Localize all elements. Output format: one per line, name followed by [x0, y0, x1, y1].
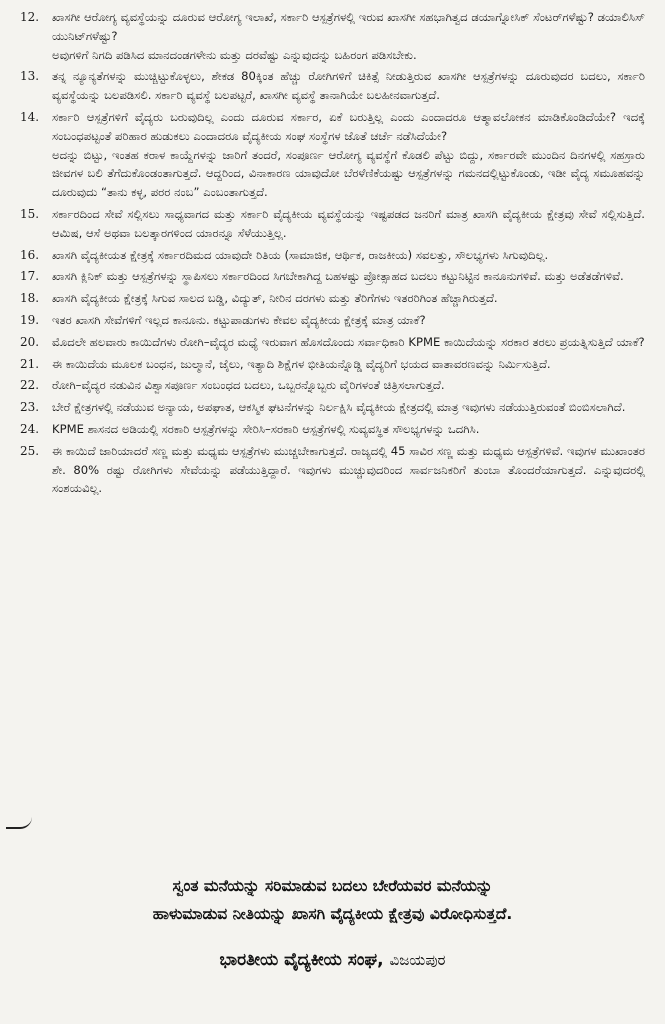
item-text: ತನ್ನ ನ್ಯೂನ್ಯತೆಗಳನ್ನು ಮುಚ್ಚಿಟ್ಟುಕೊಳ್ಳಲು, ಶೇಕಡ 80ಕ್ಕಿಂತ ಹೆಚ್ಚು ರೋಗಿಗಳಿಗೆ ಚಿಕಿತ್ಸೆ ನೀಡುತ್ತಿರುವ ಖಾಸಗೀ ಆಸ್ಪತ್ರೆಗಳನ್ನು ದೂರುವುದರ ಬದಲು, ಸರ್ಕಾರಿ ವ್ಯವಸ್ಥೆಯನ್ನು ಬಲಪಡಿಸಲಿ. ಸರ್ಕಾರಿ ವ್ಯವಸ್ಥೆ ಬಲಪಟ್ಟರೆ, ಖಾಸಗೀ ವ್ಯವಸ್ಥೆ ತಾನಾಗಿಯೇ ಬಲಹೀನವಾಗುತ್ತದೆ.: [52, 69, 645, 103]
item-number: 21.: [20, 356, 40, 371]
slogan-line-1: ಸ್ವಂತ ಮನೆಯನ್ನು ಸರಿಮಾಡುವ ಬದಲು ಬೇರೆಯವರ ಮನೆಯನ್ನು: [172, 877, 493, 895]
item-text: ಖಾಸಗಿ ಕ್ಲಿನಿಕ್ ಮತ್ತು ಆಸ್ಪತ್ರೆಗಳನ್ನು ಸ್ಥಾಪಿಸಲು ಸರ್ಕಾರದಿಂದ ಸಿಗಬೇಕಾಗಿದ್ದ ಬಹಳಷ್ಟು ಪ್ರೋತ್ಸಾಹದ ಬದಲು ಕಟ್ಟುನಿಟ್ಟಿನ ಕಾನೂನುಗಳಿವೆ. ಮತ್ತು ಅಡೆತಡೆಗಳಿವೆ.: [52, 269, 624, 284]
item-text: ಸರ್ಕಾರದಿಂದ ಸೇವೆ ಸಲ್ಲಿಸಲು ಸಾಧ್ಯವಾಗದ ಮತ್ತು ಸರ್ಕಾರಿ ವೈದ್ಯಕೀಯ ವ್ಯವಸ್ಥೆಯನ್ನು ಇಷ್ಟಪಡದ ಜನರಿಗೆ ಮಾತ್ರ ಖಾಸಗಿ ವೈದ್ಯಕೀಯ ಕ್ಷೇತ್ರವು ಸೇವೆ ಸಲ್ಲಿಸುತ್ತಿದೆ. ಆಮಿಷ, ಆಸೆ ಅಥವಾ ಬಲತ್ಕಾರಗಳಿಂದ ಯಾರನ್ನೂ ಸೆಳೆಯುತ್ತಿಲ್ಲ.: [52, 206, 645, 240]
list-item: [20, 205, 645, 243]
item-number: 19.: [20, 312, 40, 327]
city-name: ವಿಜಯಪುರ: [389, 951, 446, 969]
list-item: [20, 398, 645, 417]
item-number: 16.: [20, 247, 40, 262]
item-number: 13.: [20, 69, 40, 84]
item-number: 25.: [20, 443, 40, 458]
item-text: ರೋಗಿ–ವೈದ್ಯರ ನಡುವಿನ ವಿಶ್ವಾಸಪೂರ್ಣ ಸಂಬಂಧದ ಬದಲು, ಒಬ್ಬರನ್ನೊಬ್ಬರು ವೈರಿಗಳಂತೆ ಚಿತ್ರಿಸಲಾಗುತ್ತದೆ.: [52, 378, 445, 393]
item-number: 17.: [20, 269, 40, 284]
item-number: 12.: [20, 10, 40, 24]
margin-pen-mark: [6, 817, 32, 829]
list-item: [20, 246, 645, 265]
list-item: [20, 8, 645, 64]
list-item: [20, 333, 645, 352]
item-text: ಖಾಸಗಿ ವೈದ್ಯಕೀಯತ ಕ್ಷೇತ್ರಕ್ಕೆ ಸರ್ಕಾರದಿಮದ ಯಾವುದೇ ರಿತಿಯ (ಸಾಮಾಜಿಕ, ಆರ್ಥಿಕ, ರಾಜಕೀಯ) ಸವಲತ್ತು, ಸೌಲಭ್ಯಗಳು ಸಿಗುವುದಿಲ್ಲ.: [52, 247, 549, 262]
list-item: [20, 442, 645, 498]
item-number: 24.: [20, 421, 40, 436]
list-item: [20, 376, 645, 395]
item-text: ಇತರ ಖಾಸಗಿ ಸೇವೆಗಳಿಗೆ ಇಲ್ಲದ ಕಾನೂನು. ಕಟ್ಟುಪಾಡುಗಳು ಕೇವಲ ವೈದ್ಯಕೀಯ ಕ್ಷೇತ್ರಕ್ಕೆ ಮಾತ್ರ ಯಾಕೆ?: [52, 312, 426, 327]
slogan: [0, 872, 665, 928]
numbered-list: [20, 8, 645, 501]
item-number: 18.: [20, 291, 40, 306]
item-text: ಈ ಕಾಯಿದೆಯ ಮೂಲಕ ಬಂಧನ, ಜುಲ್ಮಾನೆ, ಜೈಲು, ಇತ್ಯಾದಿ ಶಿಕ್ಷೆಗಳ ಭೀತಿಯನ್ನೊಡ್ಡಿ ವೈದ್ಯರಿಗೆ ಭಯದ ವಾತಾವರಣವನ್ನು ನಿರ್ಮಿಸುತ್ತಿದೆ.: [52, 356, 551, 371]
list-item: [20, 289, 645, 308]
item-number: 15.: [20, 206, 40, 221]
item-text: ಖಾಸಗಿ ವೈದ್ಯಕೀಯ ಕ್ಷೇತ್ರಕ್ಕೆ ಸಿಗುವ ಸಾಲದ ಬಡ್ಡಿ, ವಿದ್ಯುತ್, ನೀರಿನ ದರಗಳು ಮತ್ತು ತೆರಿಗೆಗಳು ಇತರರಿಗಿಂತ ಹೆಚ್ಚಾಗಿರುತ್ತದೆ.: [52, 291, 498, 306]
footer: [0, 872, 665, 970]
item-number: 22.: [20, 378, 40, 393]
item-number: 23.: [20, 400, 40, 415]
item-text: ಸರ್ಕಾರಿ ಆಸ್ಪತ್ರೆಗಳಿಗೆ ವೈದ್ಯರು ಬರುವುದಿಲ್ಲ ಎಂದು ದೂರುವ ಸರ್ಕಾರ, ಏಕೆ ಬರುತ್ತಿಲ್ಲ ಎಂದು ಎಂದಾದರೂ ಆತ್ಮಾವಲೋಕನ ಮಾಡಿಕೊಂಡಿದೆಯೇ? ಇದಕ್ಕೆ ಸಂಬಂಧಪಟ್ಟಂತೆ ಪರಿಹಾರ ಹುಡುಕಲು ಎಂದಾದರೂ ವೈದ್ಯಕೀಯ ಸಂಘ ಸಂಸ್ಥೆಗಳ ಜೊತೆ ಚರ್ಚೆ ನಡೆಸಿದೆಯೇ? ಅದನ್ನು ಬಿಟ್ಟು, ಇಂತಹ ಕರಾಳ ಕಾಯ್ದೆಗಳನ್ನು ಜಾರಿಗೆ ತಂದರೆ, ಸಂಪೂರ್ಣ ಆರೋಗ್ಯ ವ್ಯವಸ್ಥೆಗೆ ಕೊಡಲಿ ಪೆಟ್ಟು ಬಿದ್ದು, ಸರ್ಕಾರವೇ ಮುಂದಿನ ದಿನಗಳಲ್ಲಿ ಸಹಸ್ರಾರು ಜೀವಗಳ ಬಲಿ ತೆಗೆದುಕೊಂಡಂತಾಗುತ್ತದೆ. ಆದ್ದರಿಂದ, ವಿನಾಕಾರಣ ಯಾವುದೋ ಬೆರಳೆಣಿಕೆಯಷ್ಟು ಆಸ್ಪತ್ರೆಗಳನ್ನು ಗಮನದಲ್ಲಿಟ್ಟುಕೊಂಡು, ಇಡೀ ವೈದ್ಯ ಸಮೂಹವನ್ನು ದೂರುವುದು “ತಾನು ಕಳ್ಳ, ಪರರ ನಂಬ” ಎಂಬಂತಾಗುತ್ತದೆ.: [52, 109, 645, 200]
signature: [0, 950, 665, 970]
list-item: [20, 108, 645, 202]
item-number: 14.: [20, 109, 40, 124]
list-item: [20, 355, 645, 374]
list-item: [20, 311, 645, 330]
list-item: [20, 267, 645, 286]
item-number: 20.: [20, 334, 40, 349]
item-text: ಮೊದಲೇ ಹಲವಾರು ಕಾಯಿದೆಗಳು ರೋಗಿ–ವೈದ್ಯರ ಮಧ್ಯೆ ಇರುವಾಗ ಹೊಸದೊಂದು ಸರ್ವಾಧಿಕಾರಿ KPME ಕಾಯಿದೆಯನ್ನು ಸರಕಾರ ತರಲು ಪ್ರಯತ್ನಿಸುತ್ತಿದೆ ಯಾಕೆ?: [52, 334, 645, 349]
item-text: ಈ ಕಾಯಿದೆ ಜಾರಿಯಾದರೆ ಸಣ್ಣ ಮತ್ತು ಮಧ್ಯಮ ಆಸ್ಪತ್ರೆಗಳು ಮುಚ್ಚಬೇಕಾಗುತ್ತದೆ. ರಾಜ್ಯದಲ್ಲಿ 45 ಸಾವಿರ ಸಣ್ಣ ಮತ್ತು ಮಧ್ಯಮ ಆಸ್ಪತ್ರೆಗಳಿವೆ. ಇವುಗಳ ಮುಖಾಂತರ ಶೇ. 80% ರಷ್ಟು ರೋಗಿಗಳು ಸೇವೆಯನ್ನು ಪಡೆಯುತ್ತಿದ್ದಾರೆ. ಇವುಗಳು ಮುಚ್ಚುವುದರಿಂದ ಸಾರ್ವಜನಿಕರಿಗೆ ತುಂಬಾ ತೊಂದರೆಯಾಗುತ್ತದೆ. ಎನ್ನುವುದರಲ್ಲಿ ಸಂಶಯವಿಲ್ಲ.: [52, 443, 645, 496]
item-text: ಖಾಸಗೀ ಆರೋಗ್ಯ ವ್ಯವಸ್ಥೆಯನ್ನು ದೂರುವ ಆರೋಗ್ಯ ಇಲಾಖೆ, ಸರ್ಕಾರಿ ಆಸ್ಪತ್ರೆಗಳಲ್ಲಿ ಇರುವ ಖಾಸಗೀ ಸಹಭಾಗಿತ್ವದ ಡಯಾಗ್ನೋಸಿಕ್ ಸೆಂಟರ್‌ಗಳೆಷ್ಟು? ಡಯಾಲಿಸಿಸ್ ಯುನಿಟ್‌ಗಳೆಷ್ಟು? ಅವುಗಳಿಗೆ ನಿಗದಿ ಪಡಿಸಿದ ಮಾನದಂಡಗಳೇನು ಮತ್ತು ದರವೆಷ್ಟು ಎನ್ನುವುದನ್ನು ಬಹಿರಂಗ ಪಡಿಸಬೇಕು.: [52, 10, 645, 62]
slogan-line-2: ಹಾಳುಮಾಡುವ ನೀತಿಯನ್ನು ಖಾಸಗಿ ವೈದ್ಯಕೀಯ ಕ್ಷೇತ್ರವು ವಿರೋಧಿಸುತ್ತದೆ.: [152, 905, 513, 923]
list-item: [20, 67, 645, 105]
item-text: ಬೇರೆ ಕ್ಷೇತ್ರಗಳಲ್ಲಿ ನಡೆಯುವ ಅನ್ಯಾಯ, ಅಪಘಾತ, ಆಕಸ್ಮಿಕ ಘಟನೆಗಳನ್ನು ನಿರ್ಲಕ್ಷಿಸಿ ವೈದ್ಯಕೀಯ ಕ್ಷೇತ್ರದಲ್ಲಿ ಮಾತ್ರ ಇವುಗಳು ನಡೆಯುತ್ತಿರುವಂತೆ ಬಿಂಬಿಸಲಾಗಿದೆ.: [52, 400, 626, 415]
organization-name: ಭಾರತೀಯ ವೈದ್ಯಕೀಯ ಸಂಘ,: [219, 950, 384, 970]
list-item: [20, 420, 645, 439]
item-text: KPME ಶಾಸನದ ಅಡಿಯಲ್ಲಿ ಸರಕಾರಿ ಆಸ್ಪತ್ರೆಗಳನ್ನು ಸೇರಿಸಿ–ಸರಕಾರಿ ಆಸ್ಪತ್ರೆಗಳಲ್ಲಿ ಸುವ್ಯವಸ್ಥಿತ ಸೌಲಭ್ಯಗಳನ್ನು ಒದಗಿಸಿ.: [52, 421, 480, 436]
